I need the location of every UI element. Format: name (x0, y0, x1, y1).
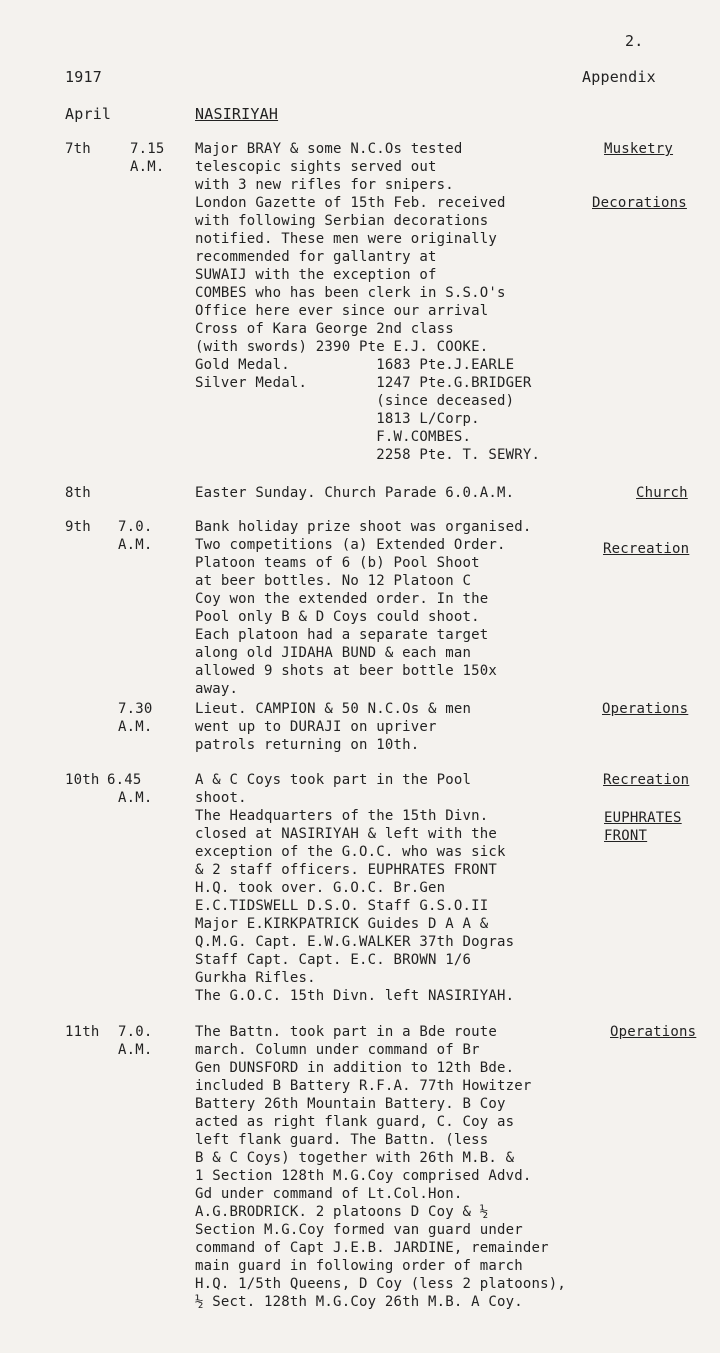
entry-text (195, 1023, 566, 1311)
entry-line: A & C Coys took part in the Pool (195, 772, 472, 788)
entry-line: with following Serbian decorations (195, 213, 489, 229)
entry-line: Gold Medal. 1683 Pte.J.EARLE (195, 357, 515, 373)
entry-text (195, 518, 532, 698)
entry-date: 7th (65, 141, 91, 157)
entry-line: Staff Capt. Capt. E.C. BROWN 1/6 (195, 952, 472, 968)
entry-line: shoot. (195, 790, 247, 806)
entry-date: 9th (65, 519, 91, 535)
place-heading: NASIRIYAH (195, 105, 279, 123)
entry-line: exception of the G.O.C. who was sick (195, 844, 506, 860)
entry-line: Battery 26th Mountain Battery. B Coy (195, 1096, 506, 1112)
entry-text (195, 700, 471, 754)
entry-line: 1813 L/Corp. (195, 411, 480, 427)
entry-line: Section M.G.Coy formed van guard under (195, 1222, 523, 1238)
entry-line: SUWAIJ with the exception of (195, 267, 437, 283)
entry-line: H.Q. took over. G.O.C. Br.Gen (195, 880, 446, 896)
entry-time: 6.45 (107, 772, 142, 788)
entry-line: Gen DUNSFORD in addition to 12th Bde. (195, 1060, 515, 1076)
entry-text (195, 771, 514, 1005)
entry-time-period: A.M. (118, 537, 153, 553)
entry-line: (with swords) 2390 Pte E.J. COOKE. (195, 339, 489, 355)
appendix-heading: Appendix (582, 68, 656, 86)
entry-line: Silver Medal. 1247 Pte.G.BRIDGER (195, 375, 532, 391)
entry-line: acted as right flank guard, C. Coy as (195, 1114, 515, 1130)
entry-line: patrols returning on 10th. (195, 737, 420, 753)
entry-text (195, 140, 540, 464)
entry-date: 11th (65, 1024, 100, 1040)
entry-time: 7.0. (118, 519, 153, 535)
entry-line: E.C.TIDSWELL D.S.O. Staff G.S.O.II (195, 898, 489, 914)
entry-line: march. Column under command of Br (195, 1042, 480, 1058)
margin-note: Recreation (603, 772, 690, 788)
margin-note: FRONT (604, 828, 648, 844)
entry-line: telescopic sights served out (195, 159, 437, 175)
entry-line: H.Q. 1/5th Queens, D Coy (less 2 platoons), (195, 1276, 567, 1292)
entry-line: Gurkha Rifles. (195, 970, 316, 986)
entry-line: closed at NASIRIYAH & left with the (195, 826, 498, 842)
entry-line: Cross of Kara George 2nd class (195, 321, 454, 337)
margin-note: Church (636, 485, 688, 501)
entry-time: 7.15 (130, 141, 165, 157)
entry-line: Office here ever since our arrival (195, 303, 489, 319)
entry-line: Easter Sunday. Church Parade 6.0.A.M. (195, 485, 515, 501)
entry-line: (since deceased) (195, 393, 515, 409)
entry-line: Each platoon had a separate target (195, 627, 489, 643)
entry-time-period: A.M. (118, 790, 153, 806)
entry-line: Platoon teams of 6 (b) Pool Shoot (195, 555, 480, 571)
entry-line: command of Capt J.E.B. JARDINE, remainder (195, 1240, 549, 1256)
entry-line: notified. These men were originally (195, 231, 498, 247)
entry-line: ½ Sect. 128th M.G.Coy 26th M.B. A Coy. (195, 1294, 523, 1310)
entry-line: along old JIDAHA BUND & each man (195, 645, 472, 661)
entry-line: London Gazette of 15th Feb. received (195, 195, 506, 211)
margin-note: Recreation (603, 541, 690, 557)
entry-line: went up to DURAJI on upriver (195, 719, 437, 735)
entry-line: Q.M.G. Capt. E.W.G.WALKER 37th Dogras (195, 934, 515, 950)
entry-line: The G.O.C. 15th Divn. left NASIRIYAH. (195, 988, 515, 1004)
entry-line: Two competitions (a) Extended Order. (195, 537, 506, 553)
entry-line: A.G.BRODRICK. 2 platoons D Coy & ½ (195, 1204, 489, 1220)
entry-line: left flank guard. The Battn. (less (195, 1132, 489, 1148)
margin-note: Decorations (592, 195, 687, 211)
entry-time-period: A.M. (130, 159, 165, 175)
entry-line: Coy won the extended order. In the (195, 591, 489, 607)
entry-date: 8th (65, 485, 91, 501)
entry-time: 7.30 (118, 701, 153, 717)
entry-line: recommended for gallantry at (195, 249, 437, 265)
entry-time: 7.0. (118, 1024, 153, 1040)
entry-line: F.W.COMBES. (195, 429, 472, 445)
margin-note: Operations (602, 701, 689, 717)
entry-line: & 2 staff officers. EUPHRATES FRONT (195, 862, 498, 878)
entry-text (195, 484, 514, 502)
entry-line: main guard in following order of march (195, 1258, 523, 1274)
entry-line: 1 Section 128th M.G.Coy comprised Advd. (195, 1168, 532, 1184)
entry-line: Major BRAY & some N.C.Os tested (195, 141, 463, 157)
month: April (65, 105, 112, 123)
entry-line: Major E.KIRKPATRICK Guides D A A & (195, 916, 489, 932)
entry-line: Gd under command of Lt.Col.Hon. (195, 1186, 463, 1202)
page-number: 2. (625, 32, 644, 50)
entry-line: B & C Coys) together with 26th M.B. & (195, 1150, 515, 1166)
entry-line: The Headquarters of the 15th Divn. (195, 808, 489, 824)
entry-line: included B Battery R.F.A. 77th Howitzer (195, 1078, 532, 1094)
entry-line: allowed 9 shots at beer bottle 150x (195, 663, 498, 679)
margin-note: Musketry (604, 141, 674, 157)
entry-time-period: A.M. (118, 719, 153, 735)
entry-line: The Battn. took part in a Bde route (195, 1024, 498, 1040)
entry-line: away. (195, 681, 239, 697)
entry-date: 10th (65, 772, 100, 788)
entry-time-period: A.M. (118, 1042, 153, 1058)
entry-line: Lieut. CAMPION & 50 N.C.Os & men (195, 701, 472, 717)
entry-line: Pool only B & D Coys could shoot. (195, 609, 480, 625)
year: 1917 (65, 68, 102, 86)
entry-line: 2258 Pte. T. SEWRY. (195, 447, 541, 463)
entry-line: Bank holiday prize shoot was organised. (195, 519, 532, 535)
entry-line: COMBES who has been clerk in S.S.O's (195, 285, 506, 301)
entry-line: at beer bottles. No 12 Platoon C (195, 573, 472, 589)
entry-line: with 3 new rifles for snipers. (195, 177, 454, 193)
margin-note: EUPHRATES (604, 810, 682, 826)
margin-note: Operations (610, 1024, 697, 1040)
